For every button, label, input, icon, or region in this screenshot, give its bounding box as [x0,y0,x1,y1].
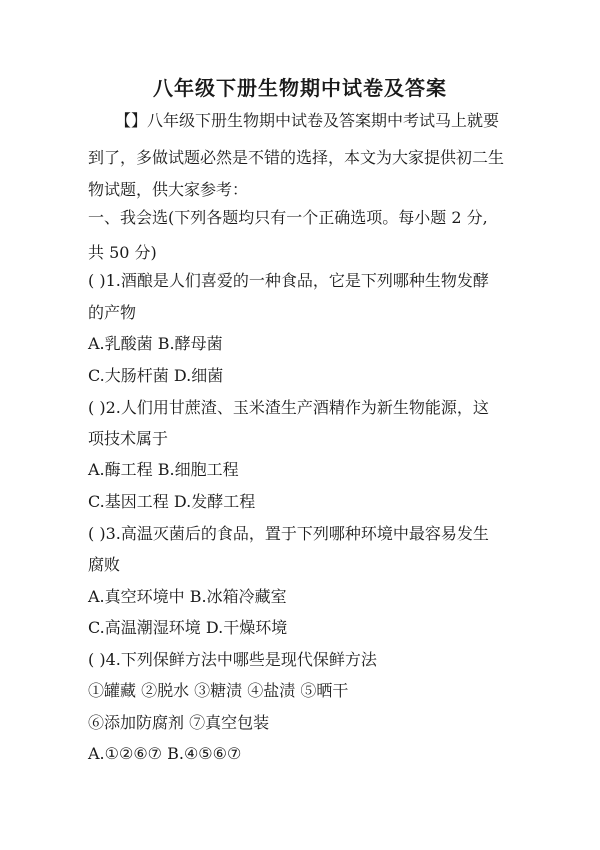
intro-line: 【】八年级下册生物期中试卷及答案期中考试马上就要 [115,111,500,130]
question-option-line: C.基因工程 D.发酵工程 [88,492,256,511]
intro-line: 物试题，供大家参考： [88,180,249,199]
question-option-line: C.高温潮湿环境 D.干燥环境 [88,618,288,637]
question-stem-line: 的产物 [88,303,137,322]
question-option-line: A.乳酸菌 B.酵母菌 [88,334,223,353]
question-option-line: A.酶工程 B.细胞工程 [88,460,239,479]
question-option-line: ①罐藏 ②脱水 ③糖渍 ④盐渍 ⑤晒干 [88,681,349,700]
question-option-line: A.真空环境中 B.冰箱冷藏室 [88,587,287,606]
question-stem-line: ( )2.人们用甘蔗渣、玉米渣生产酒精作为新生物能源，这 [88,398,489,417]
document-title: 八年级下册生物期中试卷及答案 [153,76,447,100]
question-option-line: A.①②⑥⑦ B.④⑤⑥⑦ [88,744,242,763]
question-option-line: C.大肠杆菌 D.细菌 [88,366,224,385]
question-option-line: ⑥添加防腐剂 ⑦真空包装 [88,713,270,732]
question-stem-line: 腐败 [88,555,121,574]
intro-line: 到了，多做试题必然是不错的选择，本文为大家提供初二生 [88,148,505,167]
question-stem-line: ( )4.下列保鲜方法中哪些是现代保鲜方法 [88,650,377,669]
section-header-line: 共 50 分) [88,243,157,262]
section-header-line: 一、我会选(下列各题均只有一个正确选项。每小题 2 分, [88,208,488,227]
question-stem-line: 项技术属于 [88,429,169,448]
question-stem-line: ( )1.酒酿是人们喜爱的一种食品，它是下列哪种生物发酵 [88,271,489,290]
question-stem-line: ( )3.高温灭菌后的食品，置于下列哪种环境中最容易发生 [88,524,489,543]
